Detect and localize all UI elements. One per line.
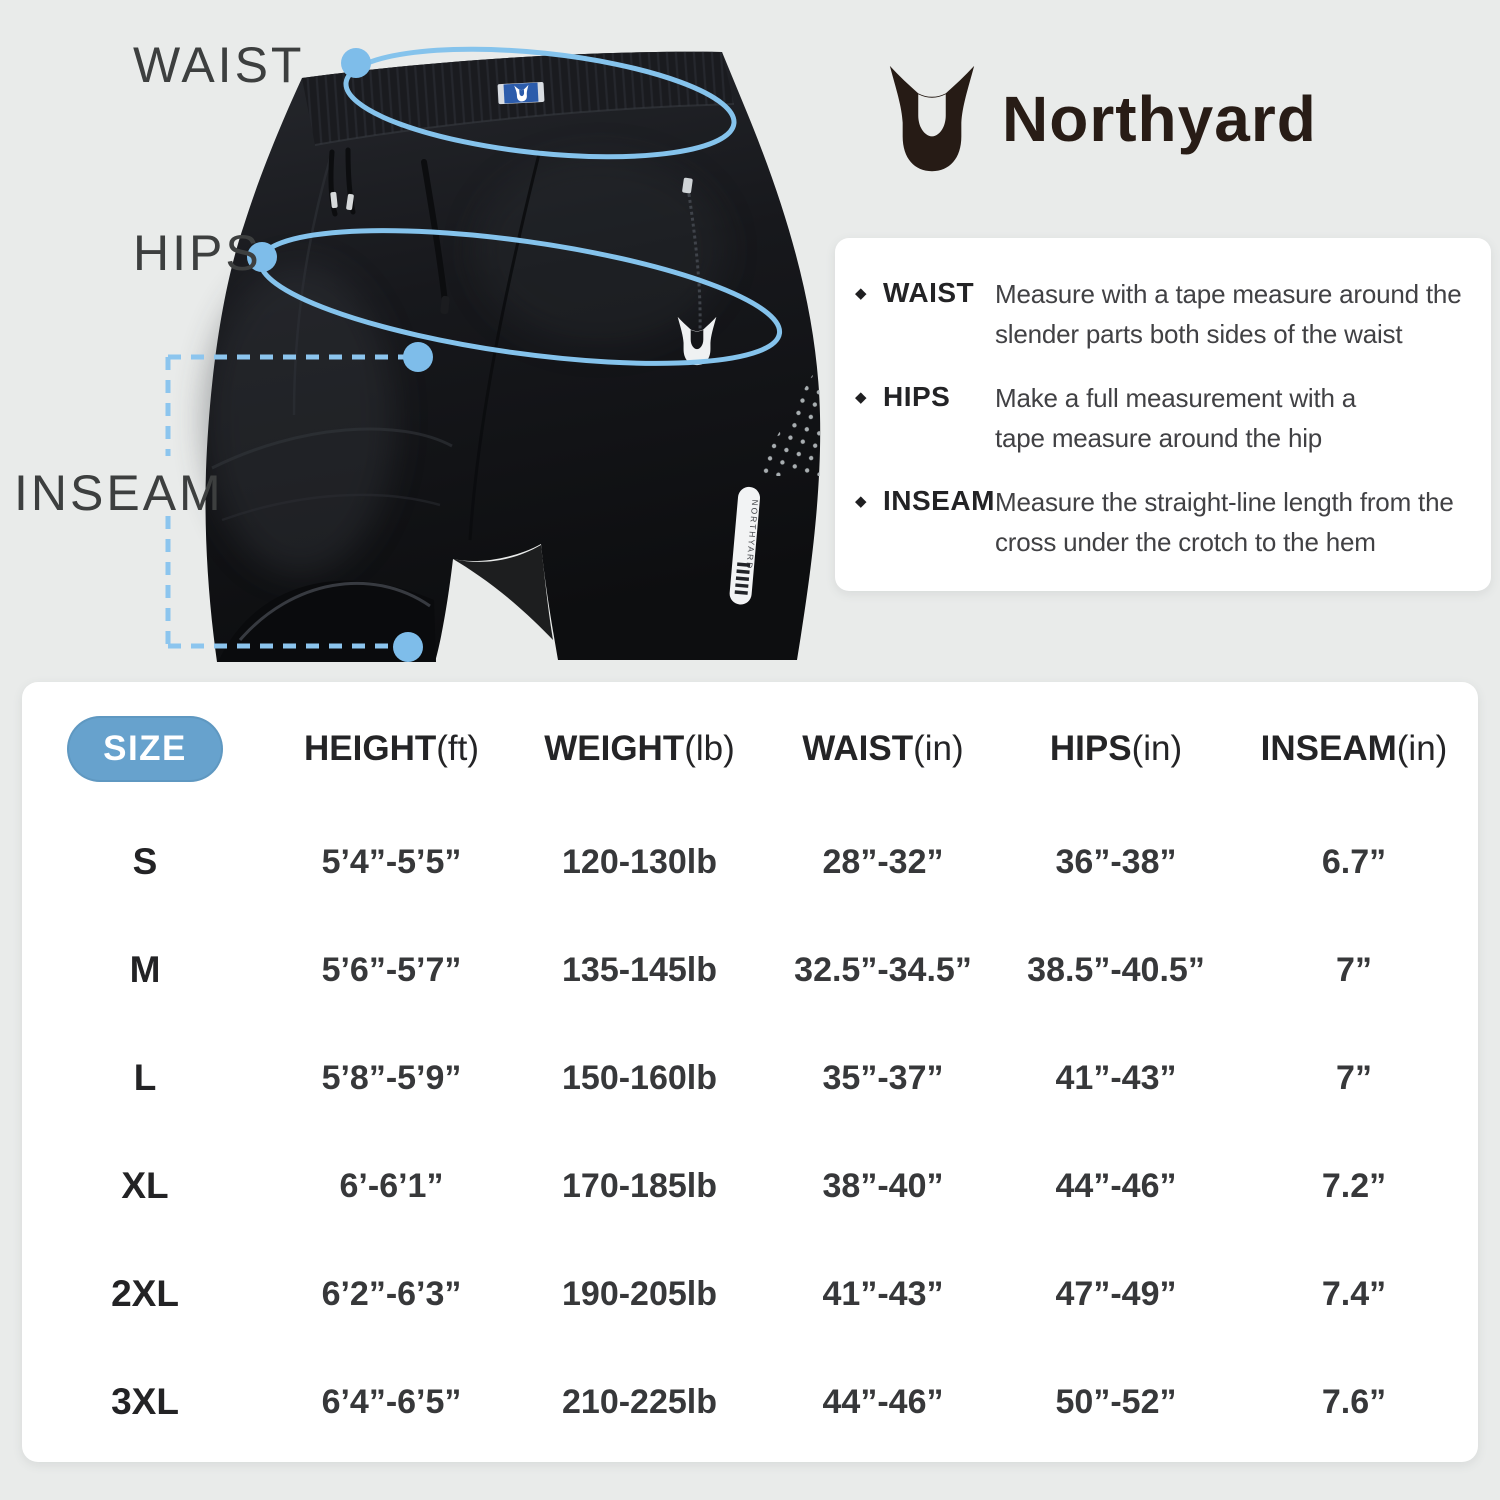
height-cell: 6’4”-6’5” bbox=[321, 1382, 462, 1421]
inseam-cell: 7” bbox=[1336, 1058, 1372, 1097]
inseam-label: INSEAM bbox=[14, 465, 224, 521]
guide-row-hips bbox=[855, 378, 1477, 458]
inseam-cell: 7” bbox=[1336, 950, 1372, 989]
brand-header bbox=[886, 64, 1317, 174]
guide-desc-line: Measure the straight-line length from the bbox=[995, 487, 1454, 517]
size-label: M bbox=[129, 949, 161, 990]
weight-cell: 170-185lb bbox=[562, 1166, 717, 1205]
hips-cell: 36”-38” bbox=[1055, 842, 1177, 881]
guide-desc-line: tape measure around the hip bbox=[995, 423, 1323, 453]
waist-label: WAIST bbox=[133, 37, 305, 93]
waist-cell: 28”-32” bbox=[822, 842, 944, 881]
diamond-bullet-icon: ◆ bbox=[855, 389, 867, 406]
guide-row-waist bbox=[855, 274, 1477, 354]
weight-cell: 135-145lb bbox=[562, 950, 717, 989]
column-header-height: HEIGHT(ft) bbox=[304, 729, 479, 768]
size-label: S bbox=[132, 841, 158, 882]
waist-cell: 41”-43” bbox=[822, 1274, 944, 1313]
hips-cell: 41”-43” bbox=[1055, 1058, 1177, 1097]
strip-text: NORTHYARD bbox=[744, 499, 761, 571]
diamond-bullet-icon: ◆ bbox=[855, 285, 867, 302]
weight-cell: 120-130lb bbox=[562, 842, 717, 881]
diamond-bullet-icon: ◆ bbox=[855, 493, 867, 510]
inseam-top-dot bbox=[403, 342, 433, 372]
guide-desc-inseam bbox=[995, 482, 1477, 562]
waist-cell: 35”-37” bbox=[822, 1058, 944, 1097]
height-cell: 6’-6’1” bbox=[339, 1166, 444, 1205]
inseam-cell: 7.6” bbox=[1321, 1382, 1387, 1421]
inseam-cell: 7.2” bbox=[1321, 1166, 1387, 1205]
weight-cell: 190-205lb bbox=[562, 1274, 717, 1313]
shorts-photo bbox=[0, 0, 830, 680]
hips-cell: 44”-46” bbox=[1055, 1166, 1177, 1205]
height-cell: 5’4”-5’5” bbox=[321, 842, 462, 881]
hips-cell: 50”-52” bbox=[1055, 1382, 1177, 1421]
product-figure bbox=[0, 0, 830, 680]
height-cell: 6’2”-6’3” bbox=[321, 1274, 462, 1313]
guide-desc-waist bbox=[995, 274, 1477, 354]
guide-row-inseam bbox=[855, 482, 1477, 562]
column-header-hips: HIPS(in) bbox=[1049, 729, 1183, 768]
guide-term-inseam: INSEAM bbox=[883, 485, 995, 516]
height-cell: 5’6”-5’7” bbox=[321, 950, 462, 989]
brand-name: Northyard bbox=[1002, 83, 1317, 155]
size-table-card bbox=[22, 682, 1478, 1462]
column-header-waist: WAIST(in) bbox=[802, 729, 964, 768]
guide-desc-hips bbox=[995, 378, 1477, 458]
waist-cell: 38”-40” bbox=[822, 1166, 944, 1205]
inseam-cell: 7.4” bbox=[1321, 1274, 1387, 1313]
size-label: L bbox=[133, 1057, 157, 1098]
waist-cell: 32.5”-34.5” bbox=[794, 950, 972, 989]
weight-cell: 150-160lb bbox=[562, 1058, 717, 1097]
waist-dot bbox=[341, 48, 371, 78]
waist-cell: 44”-46” bbox=[822, 1382, 944, 1421]
column-header-weight: WEIGHT(lb) bbox=[544, 729, 735, 768]
size-label: XL bbox=[121, 1165, 169, 1206]
inseam-bottom-dot bbox=[393, 632, 423, 662]
waistband-tag bbox=[498, 82, 545, 104]
guide-term-waist: WAIST bbox=[883, 277, 975, 308]
hips-label: HIPS bbox=[133, 225, 262, 281]
guide-desc-line: Make a full measurement with a bbox=[995, 383, 1357, 413]
size-label: 2XL bbox=[111, 1273, 179, 1314]
height-cell: 5’8”-5’9” bbox=[321, 1058, 462, 1097]
measure-guide-card bbox=[835, 238, 1491, 591]
weight-cell: 210-225lb bbox=[562, 1382, 717, 1421]
hips-cell: 47”-49” bbox=[1055, 1274, 1177, 1313]
size-label: 3XL bbox=[111, 1381, 179, 1422]
guide-desc-line: cross under the crotch to the hem bbox=[995, 527, 1376, 557]
guide-desc-line: slender parts both sides of the waist bbox=[995, 319, 1403, 349]
hips-cell: 38.5”-40.5” bbox=[1027, 950, 1205, 989]
inseam-cell: 6.7” bbox=[1321, 842, 1387, 881]
size-pill: SIZE bbox=[67, 716, 223, 782]
column-header-inseam: INSEAM(in) bbox=[1260, 729, 1448, 768]
northyard-logo-icon bbox=[886, 64, 978, 174]
guide-term-hips: HIPS bbox=[883, 381, 951, 412]
guide-desc-line: Measure with a tape measure around the bbox=[995, 279, 1462, 309]
